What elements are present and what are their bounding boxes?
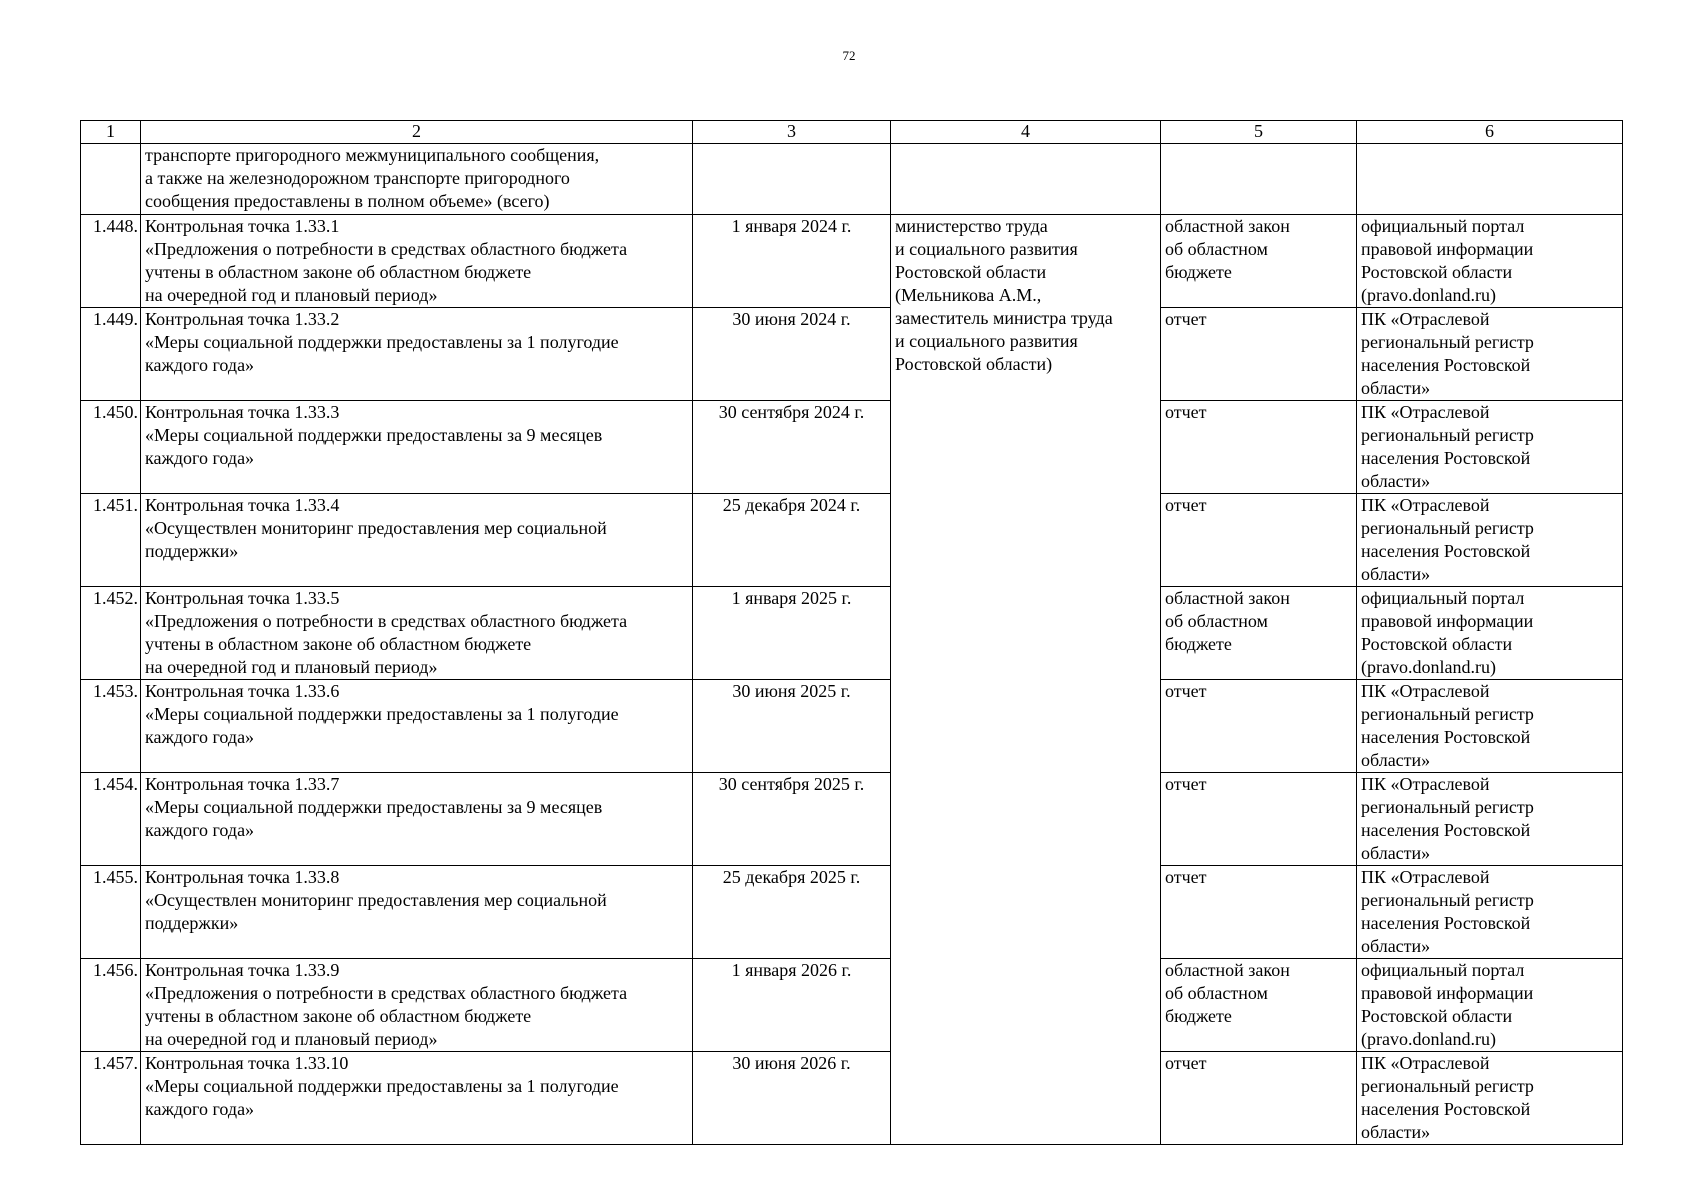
- source-line: населения Ростовской: [1361, 913, 1531, 933]
- column-number-6: 6: [1357, 121, 1623, 144]
- text-line: Контрольная точка 1.33.2: [145, 309, 340, 329]
- table-row: [81, 401, 1623, 494]
- document-type-cell: [1161, 680, 1357, 773]
- information-source-cell: [1357, 866, 1623, 959]
- row-number-cell: 1.450.: [81, 401, 141, 494]
- information-source-cell: [1357, 959, 1623, 1052]
- source-line: населения Ростовской: [1361, 1099, 1531, 1119]
- row-number-cell: 1.453.: [81, 680, 141, 773]
- source-line: региональный регистр: [1361, 332, 1534, 352]
- document-line: об областном: [1165, 983, 1268, 1003]
- table-row: [81, 959, 1623, 1052]
- control-point-cell: [141, 215, 693, 308]
- text-line: на очередной год и плановый период»: [145, 285, 438, 305]
- information-source-cell: [1357, 215, 1623, 308]
- document-type-cell: [1161, 959, 1357, 1052]
- row-number-cell: 1.456.: [81, 959, 141, 1052]
- control-point-cell: [141, 587, 693, 680]
- source-line: региональный регистр: [1361, 797, 1534, 817]
- continuation-text-cell: [141, 144, 693, 215]
- document-type-cell: [1161, 587, 1357, 680]
- text-line: «Осуществлен мониторинг предоставления мер социальной: [145, 518, 607, 538]
- source-line: ПК «Отраслевой: [1361, 1053, 1490, 1073]
- control-point-cell: [141, 494, 693, 587]
- executor-line: Ростовской области: [895, 262, 1047, 282]
- text-line: «Меры социальной поддержки предоставлены за 1 полугодие: [145, 332, 619, 352]
- text-line: «Предложения о потребности в средствах областного бюджета: [145, 983, 628, 1003]
- source-line: официальный портал: [1361, 960, 1525, 980]
- table-row: [81, 308, 1623, 401]
- text-line: «Предложения о потребности в средствах областного бюджета: [145, 239, 628, 259]
- column-number-2: 2: [141, 121, 693, 144]
- row-number-cell: 1.455.: [81, 866, 141, 959]
- source-line: официальный портал: [1361, 588, 1525, 608]
- document-line: отчет: [1165, 867, 1207, 887]
- page-number: 72: [842, 48, 856, 63]
- document-line: отчет: [1165, 1053, 1207, 1073]
- date-cell: 25 декабря 2025 г.: [693, 866, 891, 959]
- date-cell: 1 января 2025 г.: [693, 587, 891, 680]
- information-source-cell: [1357, 1052, 1623, 1145]
- document-line: бюджете: [1165, 262, 1232, 282]
- text-line: Контрольная точка 1.33.1: [145, 216, 340, 236]
- date-cell: 25 декабря 2024 г.: [693, 494, 891, 587]
- text-line: каждого года»: [145, 820, 255, 840]
- text-line: Контрольная точка 1.33.8: [145, 867, 340, 887]
- date-cell: 30 июня 2026 г.: [693, 1052, 891, 1145]
- text-line: каждого года»: [145, 727, 255, 747]
- table-body: [81, 121, 1623, 1145]
- text-line: «Осуществлен мониторинг предоставления мер социальной: [145, 890, 607, 910]
- text-line: Контрольная точка 1.33.7: [145, 774, 340, 794]
- executor-line: министерство труда: [895, 216, 1048, 236]
- date-cell: 30 июня 2025 г.: [693, 680, 891, 773]
- text-line: каждого года»: [145, 448, 255, 468]
- information-source-cell: [1357, 494, 1623, 587]
- text-line: Контрольная точка 1.33.6: [145, 681, 340, 701]
- document-line: отчет: [1165, 309, 1207, 329]
- table-row: [81, 587, 1623, 680]
- source-line: области»: [1361, 564, 1431, 584]
- information-source-cell: [1357, 308, 1623, 401]
- source-line: области»: [1361, 471, 1431, 491]
- text-line: на очередной год и плановый период»: [145, 657, 438, 677]
- document-line: областной закон: [1165, 216, 1290, 236]
- column-number-1: 1: [81, 121, 141, 144]
- text-line: сообщения предоставлены в полном объеме» (всего): [145, 191, 550, 211]
- source-line: официальный портал: [1361, 216, 1525, 236]
- control-points-table: [80, 120, 1623, 1145]
- text-line: учтены в областном законе об областном бюджете: [145, 1006, 532, 1026]
- source-line: Ростовской области: [1361, 262, 1513, 282]
- row-number-cell: 1.448.: [81, 215, 141, 308]
- source-line: региональный регистр: [1361, 518, 1534, 538]
- text-line: поддержки»: [145, 541, 239, 561]
- text-line: транспорте пригородного межмуниципального сообщения,: [145, 145, 600, 165]
- text-line: «Меры социальной поддержки предоставлены за 1 полугодие: [145, 1076, 619, 1096]
- continuation-number-cell: [81, 144, 141, 215]
- source-line: ПК «Отраслевой: [1361, 402, 1490, 422]
- table-row: [81, 866, 1623, 959]
- source-line: Ростовской области: [1361, 634, 1513, 654]
- source-line: ПК «Отраслевой: [1361, 495, 1490, 515]
- control-point-cell: [141, 959, 693, 1052]
- information-source-cell: [1357, 401, 1623, 494]
- source-line: области»: [1361, 378, 1431, 398]
- control-point-cell: [141, 680, 693, 773]
- document-line: областной закон: [1165, 960, 1290, 980]
- source-line: правовой информации: [1361, 239, 1534, 259]
- document-type-cell: [1161, 494, 1357, 587]
- executor-line: и социального развития: [895, 239, 1078, 259]
- control-point-cell: [141, 866, 693, 959]
- column-number-3: 3: [693, 121, 891, 144]
- source-line: Ростовской области: [1361, 1006, 1513, 1026]
- source-line: (pravo.donland.ru): [1361, 285, 1496, 305]
- information-source-cell: [1357, 680, 1623, 773]
- source-line: области»: [1361, 750, 1431, 770]
- source-line: региональный регистр: [1361, 425, 1534, 445]
- row-number-cell: 1.454.: [81, 773, 141, 866]
- source-line: области»: [1361, 1122, 1431, 1142]
- document-line: об областном: [1165, 239, 1268, 259]
- source-line: населения Ростовской: [1361, 727, 1531, 747]
- source-line: населения Ростовской: [1361, 541, 1531, 561]
- document-type-cell: [1161, 1052, 1357, 1145]
- continuation-source-cell: [1357, 144, 1623, 215]
- document-type-cell: [1161, 401, 1357, 494]
- source-line: населения Ростовской: [1361, 355, 1531, 375]
- text-line: «Предложения о потребности в средствах областного бюджета: [145, 611, 628, 631]
- document-type-cell: [1161, 215, 1357, 308]
- date-cell: 1 января 2026 г.: [693, 959, 891, 1052]
- column-number-5: 5: [1161, 121, 1357, 144]
- source-line: региональный регистр: [1361, 704, 1534, 724]
- source-line: области»: [1361, 843, 1431, 863]
- source-line: ПК «Отраслевой: [1361, 867, 1490, 887]
- source-line: населения Ростовской: [1361, 448, 1531, 468]
- executor-line: Ростовской области): [895, 354, 1053, 374]
- date-cell: 30 сентября 2025 г.: [693, 773, 891, 866]
- information-source-cell: [1357, 773, 1623, 866]
- text-line: Контрольная точка 1.33.4: [145, 495, 340, 515]
- document-line: отчет: [1165, 495, 1207, 515]
- source-line: региональный регистр: [1361, 890, 1534, 910]
- control-point-cell: [141, 401, 693, 494]
- text-line: Контрольная точка 1.33.5: [145, 588, 340, 608]
- source-line: населения Ростовской: [1361, 820, 1531, 840]
- text-line: каждого года»: [145, 1099, 255, 1119]
- executor-line: заместитель министра труда: [895, 308, 1113, 328]
- table-row: [81, 494, 1623, 587]
- table-row: [81, 680, 1623, 773]
- text-line: учтены в областном законе об областном бюджете: [145, 634, 532, 654]
- text-line: каждого года»: [145, 355, 255, 375]
- source-line: правовой информации: [1361, 611, 1534, 631]
- document-type-cell: [1161, 866, 1357, 959]
- source-line: (pravo.donland.ru): [1361, 657, 1496, 677]
- control-point-cell: [141, 1052, 693, 1145]
- text-line: учтены в областном законе об областном бюджете: [145, 262, 532, 282]
- column-number-4: 4: [891, 121, 1161, 144]
- executor-line: и социального развития: [895, 331, 1078, 351]
- row-number-cell: 1.452.: [81, 587, 141, 680]
- source-line: (pravo.donland.ru): [1361, 1029, 1496, 1049]
- date-cell: 30 сентября 2024 г.: [693, 401, 891, 494]
- continuation-date-cell: [693, 144, 891, 215]
- column-number-header-row: [81, 121, 1623, 144]
- document-line: отчет: [1165, 681, 1207, 701]
- control-point-cell: [141, 308, 693, 401]
- continuation-row: [81, 144, 1623, 215]
- document-line: областной закон: [1165, 588, 1290, 608]
- document-type-cell: [1161, 308, 1357, 401]
- executor-line: (Мельникова А.М.,: [895, 285, 1042, 305]
- source-line: региональный регистр: [1361, 1076, 1534, 1096]
- table-row: [81, 1052, 1623, 1145]
- text-line: поддержки»: [145, 913, 239, 933]
- date-cell: 1 января 2024 г.: [693, 215, 891, 308]
- text-line: Контрольная точка 1.33.3: [145, 402, 340, 422]
- text-line: «Меры социальной поддержки предоставлены за 9 месяцев: [145, 797, 603, 817]
- responsible-executor-cell: [891, 215, 1161, 1145]
- text-line: на очередной год и плановый период»: [145, 1029, 438, 1049]
- document-line: об областном: [1165, 611, 1268, 631]
- date-cell: 30 июня 2024 г.: [693, 308, 891, 401]
- source-line: области»: [1361, 936, 1431, 956]
- continuation-executor-cell: [891, 144, 1161, 215]
- source-line: ПК «Отраслевой: [1361, 309, 1490, 329]
- row-number-cell: 1.449.: [81, 308, 141, 401]
- table-row: [81, 215, 1623, 308]
- continuation-document-cell: [1161, 144, 1357, 215]
- text-line: Контрольная точка 1.33.9: [145, 960, 340, 980]
- document-type-cell: [1161, 773, 1357, 866]
- document-line: бюджете: [1165, 1006, 1232, 1026]
- source-line: ПК «Отраслевой: [1361, 774, 1490, 794]
- document-line: отчет: [1165, 402, 1207, 422]
- text-line: «Меры социальной поддержки предоставлены за 9 месяцев: [145, 425, 603, 445]
- table-row: [81, 773, 1623, 866]
- control-point-cell: [141, 773, 693, 866]
- text-line: Контрольная точка 1.33.10: [145, 1053, 349, 1073]
- document-line: отчет: [1165, 774, 1207, 794]
- text-line: а также на железнодорожном транспорте пригородного: [145, 168, 570, 188]
- document-line: бюджете: [1165, 634, 1232, 654]
- source-line: правовой информации: [1361, 983, 1534, 1003]
- information-source-cell: [1357, 587, 1623, 680]
- row-number-cell: 1.451.: [81, 494, 141, 587]
- text-line: «Меры социальной поддержки предоставлены за 1 полугодие: [145, 704, 619, 724]
- source-line: ПК «Отраслевой: [1361, 681, 1490, 701]
- row-number-cell: 1.457.: [81, 1052, 141, 1145]
